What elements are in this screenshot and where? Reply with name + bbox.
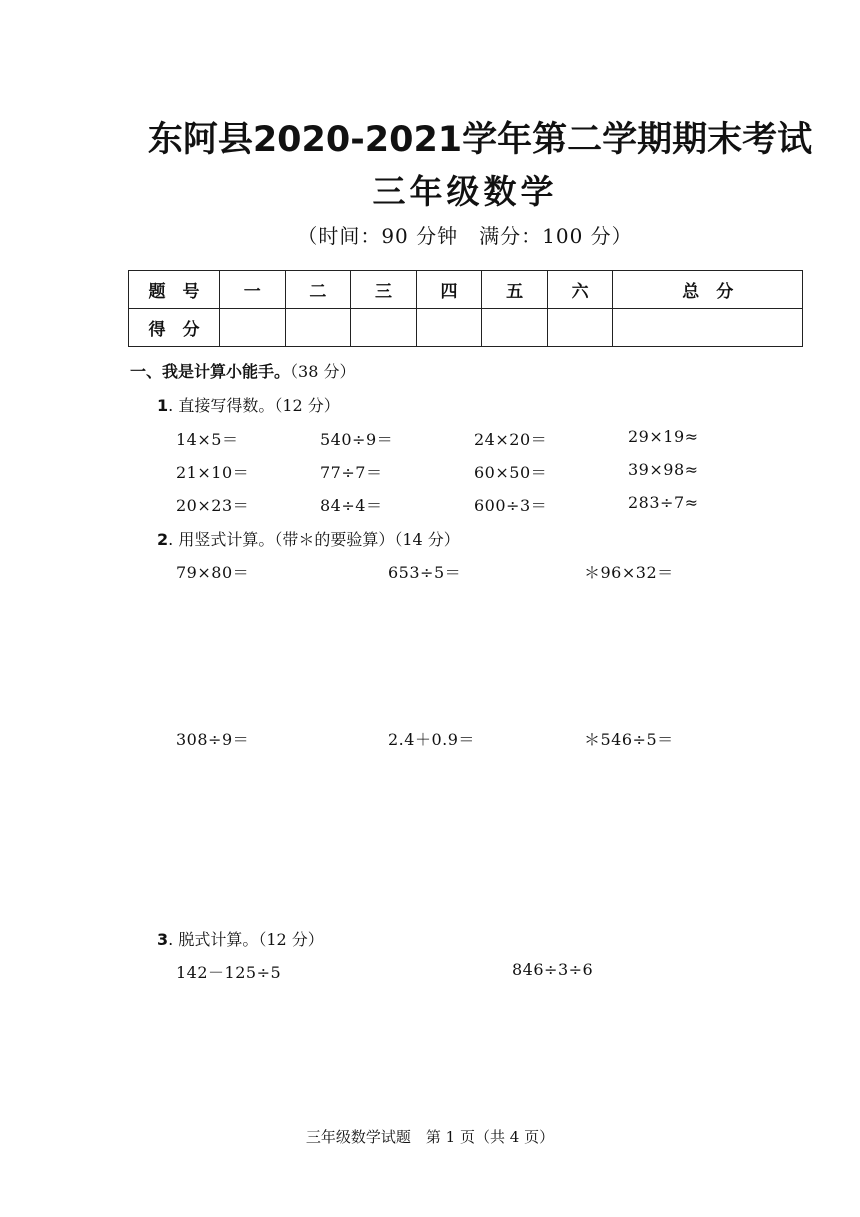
q3-item: 142－125÷5 (176, 963, 282, 982)
score-input-cell[interactable] (351, 309, 417, 347)
score-header-cell: 总 分 (613, 271, 803, 309)
score-input-cell[interactable] (285, 309, 351, 347)
q2-item: 308÷9＝ (176, 730, 250, 749)
q1-item: 14×5＝ (176, 430, 239, 449)
question-3-number: 3 (157, 930, 169, 949)
score-table (128, 270, 803, 347)
q2-item: ＊96×32＝ (584, 563, 674, 582)
question-2-number: 2 (157, 530, 169, 549)
q1-item: 29×19≈ (628, 427, 699, 446)
q2-item: 2.4＋0.9＝ (388, 730, 475, 749)
score-row-label: 得 分 (129, 309, 220, 347)
score-header-cell: 五 (482, 271, 548, 309)
q2-item: ＊546÷5＝ (584, 730, 674, 749)
question-3-text: . 脱式计算。（12 分） (168, 930, 324, 949)
question-2-text: . 用竖式计算。（带＊的要验算）（14 分） (168, 530, 460, 549)
question-1-heading (157, 393, 340, 416)
score-header-cell: 四 (416, 271, 482, 309)
score-input-cell[interactable] (613, 309, 803, 347)
q1-item: 77÷7＝ (320, 463, 383, 482)
score-input-cell[interactable] (547, 309, 613, 347)
exam-subtitle: 三年级数学 (372, 172, 558, 211)
q1-item: 21×10＝ (176, 463, 250, 482)
score-table-score-row (129, 309, 803, 347)
score-header-cell: 三 (351, 271, 417, 309)
exam-title: 东阿县2020-2021学年第二学期期末考试 (147, 120, 813, 160)
score-header-cell: 一 (220, 271, 286, 309)
score-header-cell: 二 (285, 271, 351, 309)
question-1-number: 1 (157, 396, 169, 415)
question-2-heading (157, 527, 460, 550)
q1-item: 20×23＝ (176, 496, 250, 515)
section-1-heading (130, 359, 355, 382)
score-header-cell: 六 (547, 271, 613, 309)
page-footer: 三年级数学试题 第 1 页（共 4 页） (305, 1128, 555, 1146)
q1-item: 24×20＝ (474, 430, 548, 449)
section-1-points: （38 分） (290, 362, 356, 381)
q1-item: 60×50＝ (474, 463, 548, 482)
q1-item: 600÷3＝ (474, 496, 548, 515)
section-1-title: 一、我是计算小能手。 (130, 362, 291, 381)
question-1-text: . 直接写得数。（12 分） (168, 396, 340, 415)
score-input-cell[interactable] (416, 309, 482, 347)
q1-item: 283÷7≈ (628, 493, 699, 512)
score-header-cell: 题 号 (129, 271, 220, 309)
q1-item: 540÷9＝ (320, 430, 394, 449)
question-3-heading (157, 927, 324, 950)
score-table-header-row (129, 271, 803, 309)
q1-item: 84÷4＝ (320, 496, 383, 515)
score-input-cell[interactable] (220, 309, 286, 347)
q2-item: 653÷5＝ (388, 563, 462, 582)
q1-item: 39×98≈ (628, 460, 699, 479)
q2-item: 79×80＝ (176, 563, 250, 582)
exam-meta: （时间：90 分钟 满分：100 分） (297, 224, 633, 248)
score-input-cell[interactable] (482, 309, 548, 347)
q3-item: 846÷3÷6 (512, 960, 594, 979)
